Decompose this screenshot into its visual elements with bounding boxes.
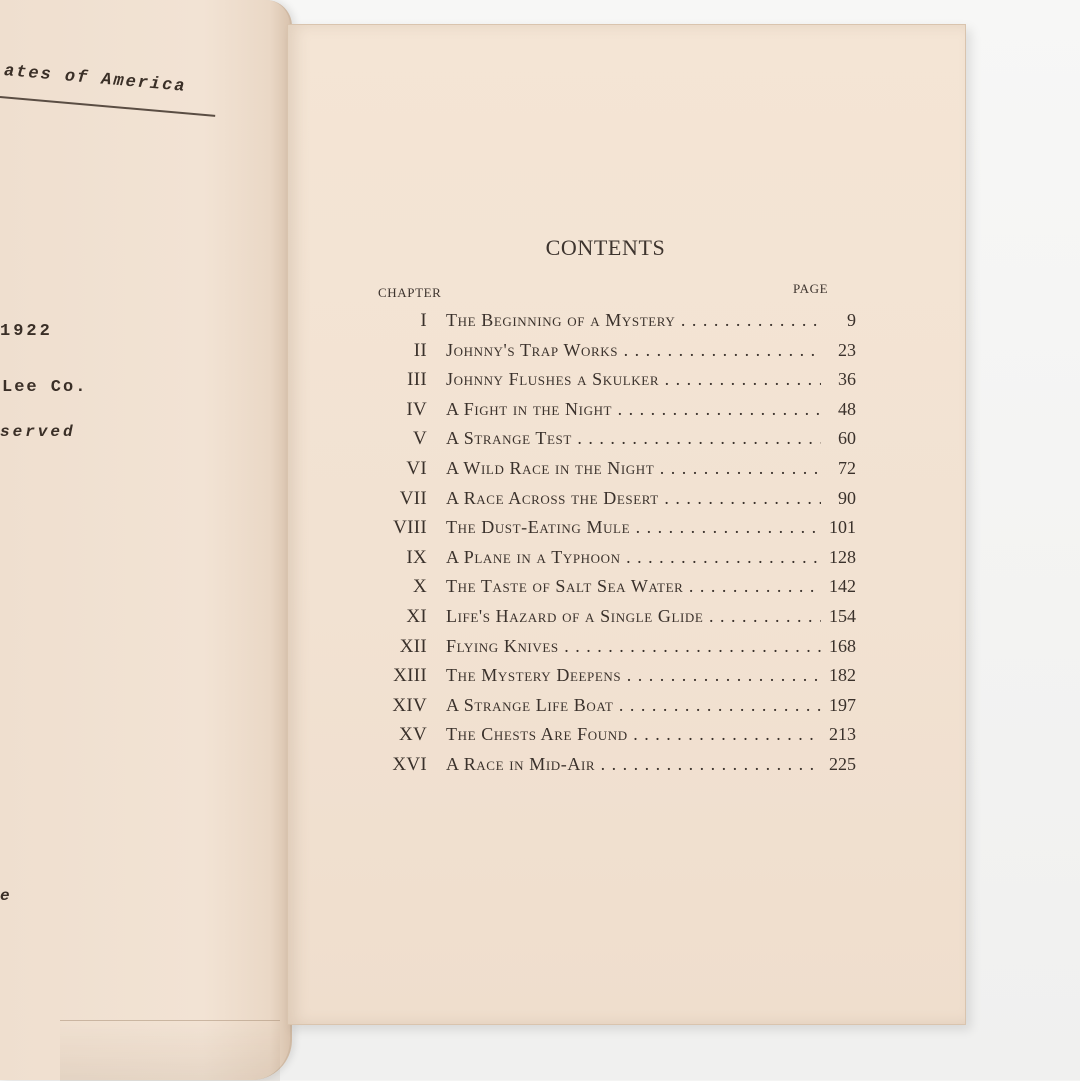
chapter-title: Johnny's Trap Works . . . xyxy=(446,336,821,366)
contents-entry xyxy=(376,632,856,662)
chapter-page-number: 142 xyxy=(829,576,856,597)
contents-heading: CONTENTS xyxy=(545,235,666,260)
left-page-fragment-year: 1922 xyxy=(0,322,53,341)
chapter-title: The Taste of Salt Sea Water . . . xyxy=(446,572,821,602)
chapter-page-number: 197 xyxy=(829,694,856,715)
chapter-page-number: 225 xyxy=(829,753,856,774)
left-page-rule xyxy=(0,96,215,117)
chapter-numeral: XI xyxy=(406,605,427,627)
chapter-title: A Plane in a Typhoon . . . xyxy=(446,543,821,573)
chapter-numeral: II xyxy=(413,339,427,361)
left-page-fold xyxy=(60,1020,280,1081)
chapter-page-number: 182 xyxy=(829,665,856,686)
chapter-title: Life's Hazard of a Single Glide . . . xyxy=(446,602,821,632)
chapter-numeral: I xyxy=(420,310,427,331)
contents-entry xyxy=(376,336,856,366)
chapter-page-number: 101 xyxy=(829,517,856,538)
left-page-fragment-publisher: Lee Co. xyxy=(2,378,88,397)
chapter-column-label: CHAPTER xyxy=(378,285,442,300)
chapter-title: A Strange Test . . . xyxy=(446,424,821,454)
contents-entry xyxy=(376,513,856,543)
left-page-fragment-country: ates of America xyxy=(3,62,188,97)
contents-entry xyxy=(376,424,856,454)
contents-entry xyxy=(376,454,856,484)
contents-entry xyxy=(376,750,856,780)
chapter-page-number: 154 xyxy=(829,605,856,626)
contents-entry xyxy=(376,661,856,691)
chapter-page-number: 213 xyxy=(829,724,856,745)
chapter-page-number: 72 xyxy=(838,457,856,478)
contents-entry xyxy=(376,395,856,425)
chapter-title: A Fight in the Night . . . xyxy=(446,395,821,425)
chapter-page-number: 168 xyxy=(829,635,856,656)
chapter-numeral: III xyxy=(407,369,427,391)
left-page-fragment-bottom: e xyxy=(0,887,10,905)
chapter-title: Flying Knives . . . xyxy=(446,632,821,662)
chapter-numeral: XV xyxy=(398,724,427,746)
chapter-numeral: XVI xyxy=(392,753,427,775)
contents-list xyxy=(376,306,856,780)
chapter-numeral: VI xyxy=(406,457,427,479)
chapter-numeral: X xyxy=(412,576,427,598)
chapter-page-number: 128 xyxy=(829,546,856,567)
contents-entry xyxy=(376,572,856,602)
chapter-numeral: XII xyxy=(399,635,427,657)
chapter-numeral: V xyxy=(412,428,427,450)
chapter-page-number: 23 xyxy=(838,339,856,360)
contents-entry xyxy=(376,691,856,721)
chapter-title: A Strange Life Boat . . . xyxy=(446,691,821,721)
page-column-label: PAGE xyxy=(793,281,829,296)
chapter-page-number: 48 xyxy=(838,398,856,419)
left-page xyxy=(0,0,292,1080)
right-page xyxy=(287,24,966,1025)
contents-entry xyxy=(376,720,856,750)
chapter-numeral: IV xyxy=(406,398,427,420)
chapter-title: Johnny Flushes a Skulker . . . xyxy=(446,365,821,395)
chapter-numeral: VIII xyxy=(393,517,427,539)
chapter-numeral: IX xyxy=(406,546,427,568)
contents-entry xyxy=(376,306,856,336)
chapter-numeral: VII xyxy=(399,487,427,509)
chapter-title: The Beginning of a Mystery . . . xyxy=(446,306,821,336)
contents-entry xyxy=(376,365,856,395)
chapter-numeral: XIV xyxy=(392,694,427,716)
chapter-title: A Race Across the Desert . . . xyxy=(446,484,821,514)
contents-entry xyxy=(376,484,856,514)
chapter-title: The Mystery Deepens . . . xyxy=(446,661,821,691)
chapter-page-number: 36 xyxy=(838,369,856,390)
chapter-title: A Wild Race in the Night . . . xyxy=(446,454,821,484)
left-page-fragment-rights: served xyxy=(0,423,76,441)
chapter-title: The Dust-Eating Mule . . . xyxy=(446,513,821,543)
chapter-page-number: 60 xyxy=(838,428,856,449)
chapter-page-number: 90 xyxy=(838,487,856,508)
chapter-numeral: XIII xyxy=(393,665,427,687)
chapter-page-number: 9 xyxy=(847,310,856,330)
chapter-title: A Race in Mid-Air . . . xyxy=(446,750,821,780)
contents-entry xyxy=(376,543,856,573)
chapter-title: The Chests Are Found . . . xyxy=(446,720,821,750)
contents-entry xyxy=(376,602,856,632)
